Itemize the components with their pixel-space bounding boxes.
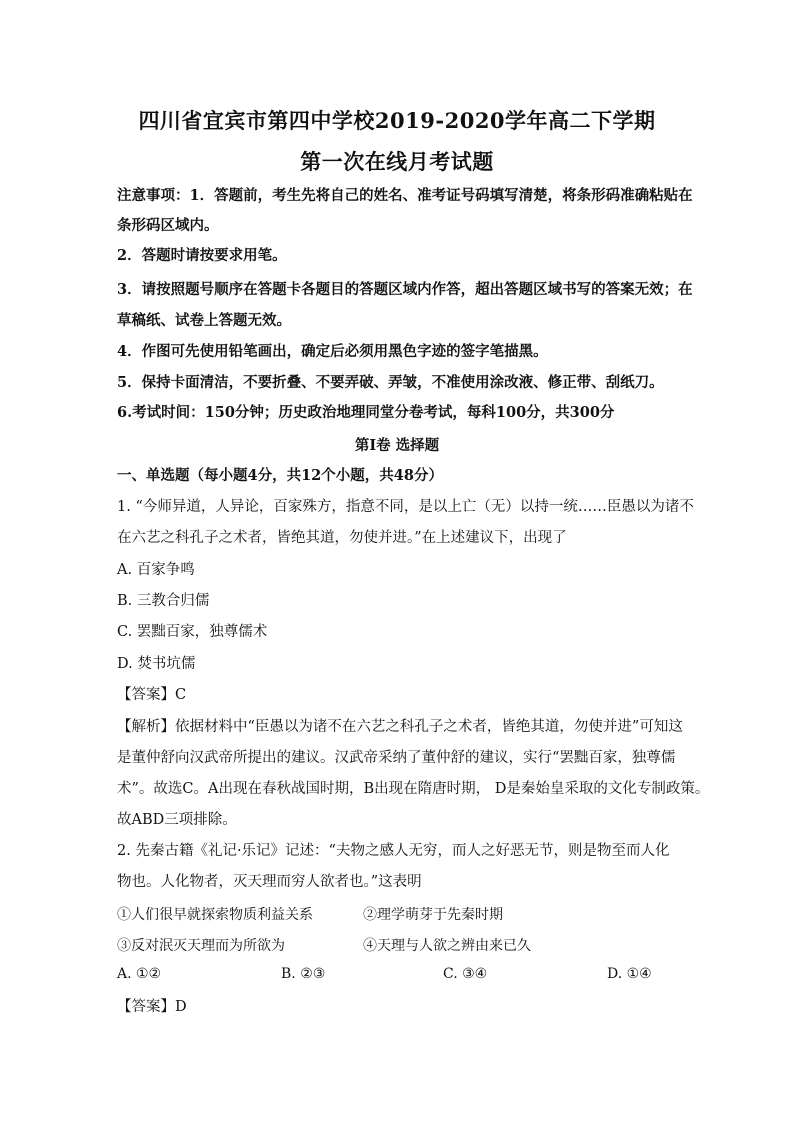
- q2-option-b: B. ②③: [281, 966, 326, 982]
- section-title: 第Ⅰ卷 选择题: [354, 437, 440, 454]
- note-line: 3．请按照题号顺序在答题卡各题目的答题区域内作答，超出答题区域书写的答案无效；在: [117, 281, 693, 298]
- q1-analysis-line: 术”。故选C。A出现在春秋战国时期，B出现在隋唐时期， D是秦始皇采取的文化专制政策。: [117, 781, 710, 797]
- q2-statement-4: ④天理与人欲之辨由来已久: [363, 938, 531, 954]
- note-line: 2．答题时请按要求用笔。: [117, 247, 287, 264]
- q2-statement-2: ②理学萌芽于先秦时期: [363, 907, 503, 923]
- q1-option-d: D. 焚书坑儒: [117, 656, 196, 672]
- q1-option-b: B. 三教合归儒: [117, 593, 210, 609]
- note-line: 草稿纸、试卷上答题无效。: [117, 312, 291, 329]
- q2-answer: 【答案】D: [117, 999, 187, 1015]
- note-line: 6.考试时间：150分钟；历史政治地理同堂分卷考试，每科100分，共300分: [117, 404, 615, 421]
- q1-answer: 【答案】C: [117, 687, 187, 703]
- q2-option-a: A. ①②: [117, 966, 162, 982]
- q1-analysis-line: 故ABD三项排除。: [117, 812, 237, 828]
- title-line-2: 第一次在线月考试题: [300, 149, 494, 174]
- part-title: 一、单选题（每小题4分，共12个小题，共48分）: [117, 467, 443, 484]
- note-line: 4．作图可先使用铅笔画出，确定后必须用黑色字迹的签字笔描黑。: [117, 343, 548, 360]
- q1-analysis-line: 是董仲舒向汉武帝所提出的建议。汉武帝采纳了董仲舒的建议，实行“罢黜百家，独尊儒: [117, 750, 676, 766]
- q1-option-a: A. 百家争鸣: [117, 562, 195, 578]
- q1-analysis-line: 【解析】依据材料中“臣愚以为诸不在六艺之科孔子之术者，皆绝其道，勿使并进”可知这: [117, 719, 683, 735]
- q2-statement-1: ①人们很早就探索物质利益关系: [117, 907, 313, 923]
- q1-option-c: C. 罢黜百家，独尊儒术: [117, 624, 268, 640]
- title-line-1: 四川省宜宾市第四中学校2019-2020学年高二下学期: [138, 108, 656, 133]
- q2-stem-line: 物也。人化物者，灭天理而穷人欲者也。”这表明: [117, 874, 422, 890]
- note-line: 注意事项：1．答题前，考生先将自己的姓名、准考证号码填写清楚，将条形码准确粘贴在: [117, 187, 693, 204]
- q2-option-c: C. ③④: [443, 966, 488, 982]
- q2-option-d: D. ①④: [607, 966, 652, 982]
- note-line: 5．保持卡面清洁，不要折叠、不要弄破、弄皱，不准使用涂改液、修正带、刮纸刀。: [117, 374, 664, 391]
- note-line: 条形码区域内。: [117, 217, 219, 234]
- q2-statement-3: ③反对泯灭天理而为所欲为: [117, 938, 285, 954]
- q2-stem-line: 2. 先秦古籍《礼记·乐记》记述：“夫物之感人无穷，而人之好恶无节，则是物至而人化: [117, 843, 670, 859]
- q1-stem-line: 在六艺之科孔子之术者，皆绝其道，勿使并进。”在上述建议下，出现了: [117, 530, 567, 546]
- q1-stem-line: 1. “今师异道，人异论，百家殊方，指意不同，是以上亡（无）以持一统……臣愚以为诸不: [117, 499, 694, 515]
